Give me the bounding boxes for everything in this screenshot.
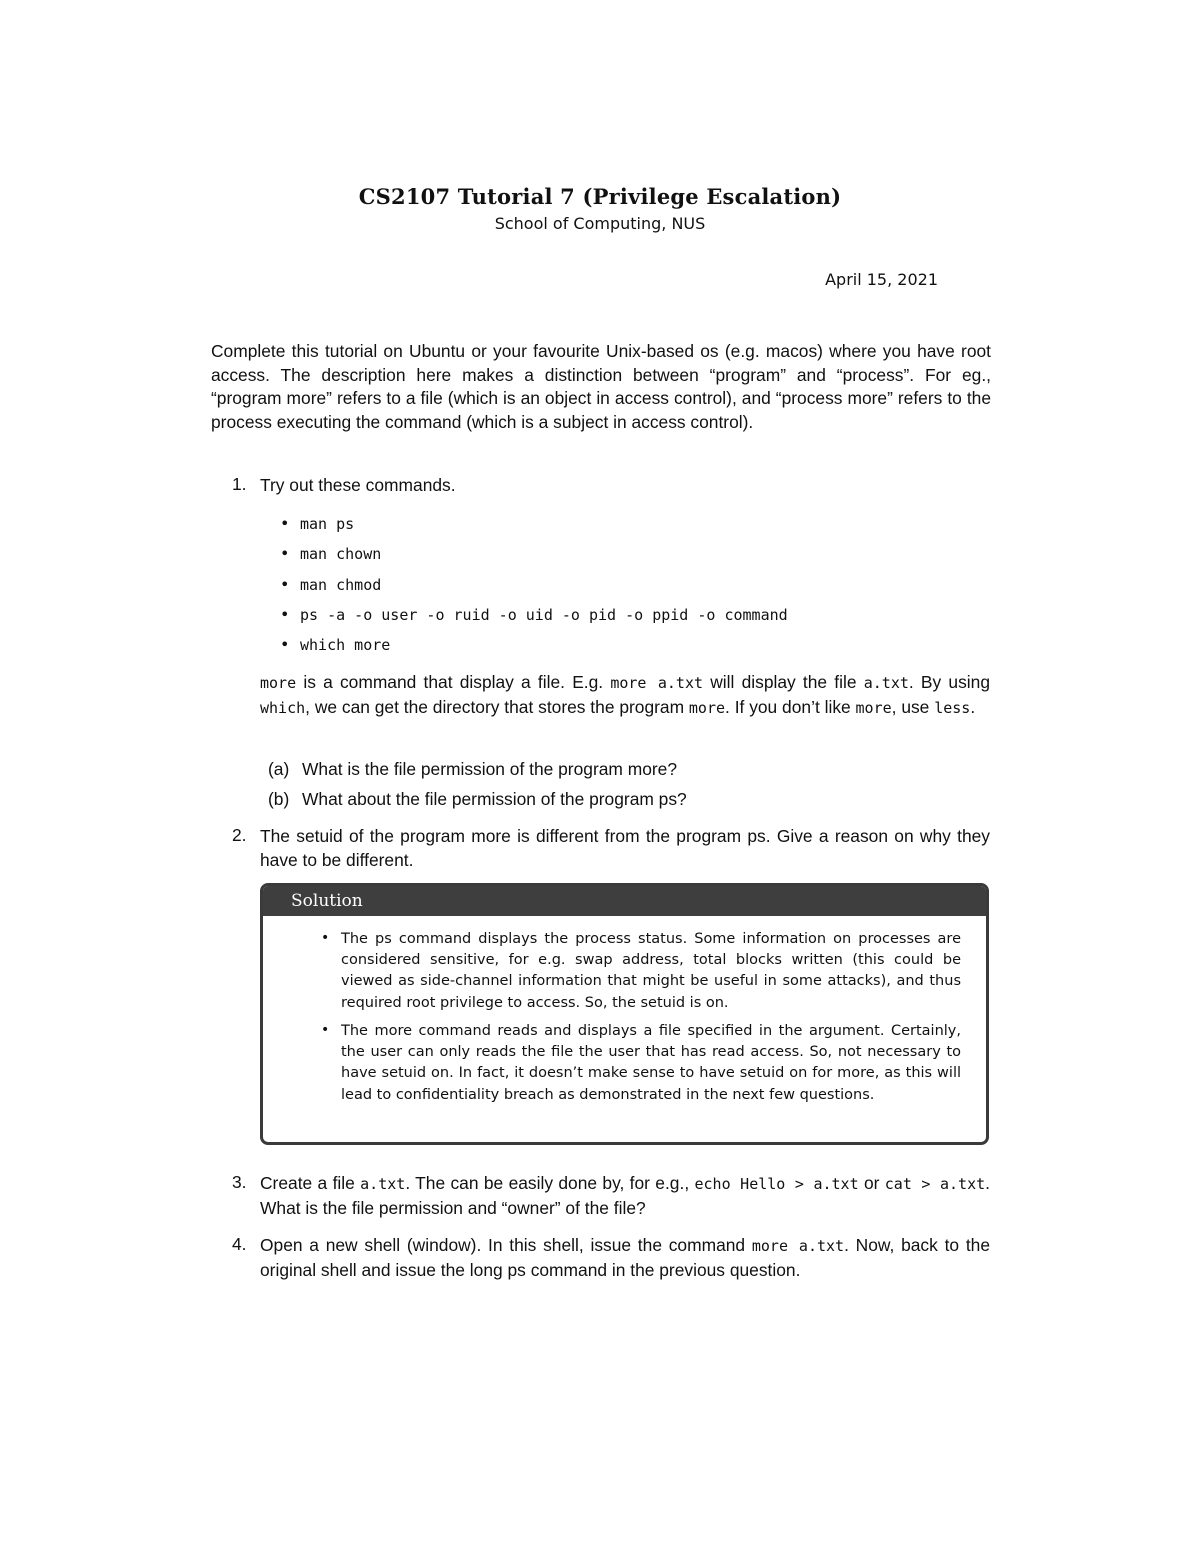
bullet-icon: • (280, 514, 290, 533)
solution-item: The more command reads and displays a file specified in the argument. Certainly, the user can only reads the file the user that has read access. So, not necessary to have setuid on. In fact, it doesn’t make sense to have setuid on for more, as this will lead to confidentiality breach as demonstrated in the next few questions. (341, 1023, 961, 1103)
question-2-number: 2. (232, 825, 247, 845)
command-list-item: • ps -a -o user -o ruid -o uid -o pid -o ppid -o command (280, 605, 788, 624)
question-3-text: Create a file a.txt. The can be easily done by, for e.g., echo Hello > a.txt or cat > a.txt. What is the file permission and “owner” of the file? (260, 1173, 990, 1218)
solution-box (260, 883, 989, 1145)
document-date: April 15, 2021 (825, 270, 938, 289)
question-1-explanation: more is a command that display a file. E.g. more a.txt will display the file a.txt. By using which, we can get the directory that stores the program more. If you don’t like more, use less. (260, 672, 990, 717)
bullet-icon: • (280, 635, 290, 654)
subquestion-b: (b) What about the file permission of the program ps? (268, 789, 687, 809)
solution-heading: Solution (263, 886, 986, 916)
question-4-text: Open a new shell (window). In this shell, issue the command more a.txt. Now, back to the original shell and issue the long ps command in the previous question. (260, 1235, 991, 1280)
document-subtitle: School of Computing, NUS (494, 214, 706, 233)
document-title: CS2107 Tutorial 7 (Privilege Escalation) (358, 184, 842, 209)
bullet-icon: • (280, 544, 290, 563)
bullet-icon: • (280, 575, 290, 594)
command-list-item: • which more (280, 635, 391, 654)
question-4-number: 4. (232, 1234, 247, 1254)
command-list-item: • man chown (280, 544, 382, 563)
question-3-number: 3. (232, 1172, 247, 1192)
command-list-item: • man chmod (280, 575, 382, 594)
intro-paragraph: Complete this tutorial on Ubuntu or your favourite Unix-based os (e.g. macos) where you have root access. The description here makes a distinction between “program” and “process”. For eg., “program more” refers to a file (which is an object in access control), and “process more” refers to the process executing the command (which is a subject in access control). (211, 341, 991, 432)
question-2-text: The setuid of the program more is different from the program ps. Give a reason on why they have to be different. (260, 826, 990, 870)
command-list-item: • man ps (280, 514, 355, 533)
question-1-number: 1. (232, 474, 247, 494)
solution-item: The ps command displays the process status. Some information on processes are considered sensitive, for e.g. swap address, total blocks written (this could be viewed as side-channel information that might be useful in some attacks), and thus required root privilege to access. So, the setuid is on. (341, 931, 961, 1011)
bullet-icon: • (321, 1022, 330, 1038)
question-1-text: Try out these commands. (260, 475, 456, 495)
subquestion-a: (a) What is the file permission of the program more? (268, 759, 678, 779)
bullet-icon: • (280, 605, 290, 624)
bullet-icon: • (321, 930, 330, 946)
